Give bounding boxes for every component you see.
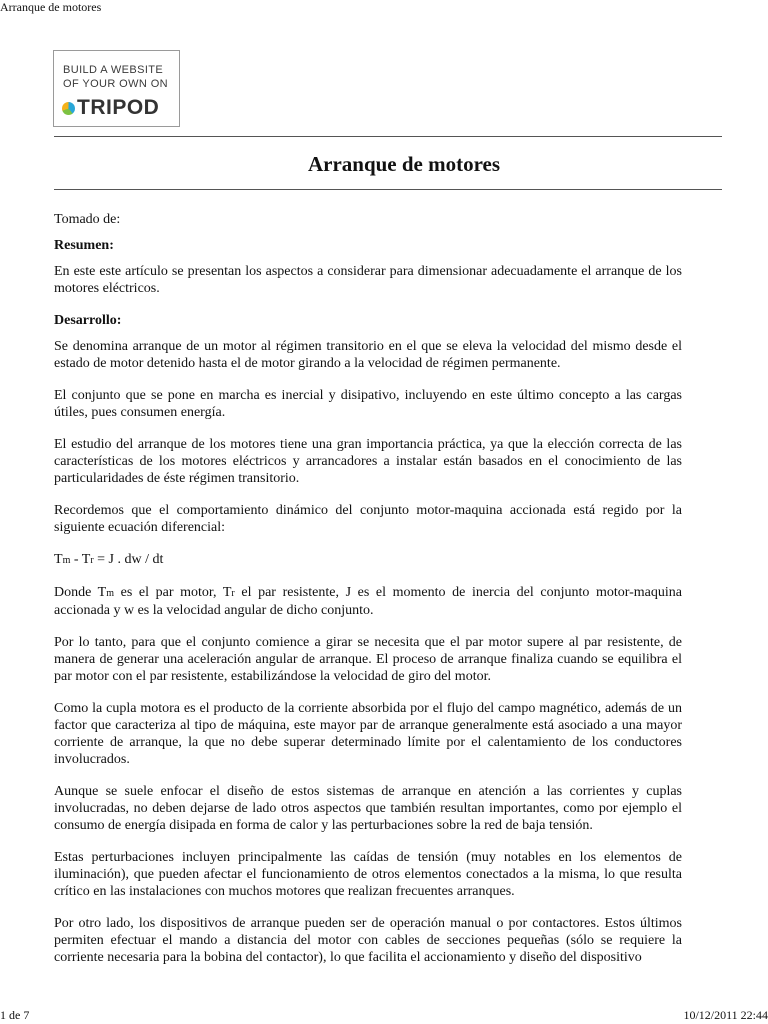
- source-label: Tomado de:: [54, 212, 121, 227]
- print-header-title: Arranque de motores: [0, 0, 102, 14]
- summary-heading: [54, 237, 682, 254]
- paragraph: Estas perturbaciones incluyen principalmente las caídas de tensión (muy notables en los elementos de iluminación), que pueden afectar el funcionamiento de otros elementos conectados a la misma, lo que resulta crítico en las instalaciones con muchos motores que realizan frecuentes arranques.: [54, 850, 682, 899]
- page-number: 1 de 7: [0, 1008, 30, 1022]
- title-top-rule: [54, 136, 722, 137]
- paragraph: El estudio del arranque de los motores tiene una gran importancia práctica, ya que la elección correcta de las características de los motores eléctricos y arrancadores a instalar están basados en el conocimiento de las particularidades de éste régimen transitorio.: [54, 437, 682, 486]
- development-heading-text: Desarrollo:: [54, 313, 122, 328]
- paragraph: Recordemos que el comportamiento dinámico del conjunto motor-maquina accionada está regido por la siguiente ecuación diferencial:: [54, 503, 682, 535]
- paragraph: Como la cupla motora es el producto de la corriente absorbida por el flujo del campo magnético, además de un factor que caracteriza al tipo de máquina, este mayor par de arranque generalmente está asociado a una mayor corriente de arranque, la que no debe superar determinado límite por el calentamiento de los conductores involucrados.: [54, 701, 682, 767]
- equation-subscript: r: [90, 555, 94, 566]
- equation-part: = J . dw / dt: [93, 552, 164, 567]
- article-body: [54, 211, 682, 981]
- paragraph: Se denomina arranque de un motor al régimen transitorio en el que se eleva la velocidad del mismo desde el estado de motor detenido hasta el de motor girando a la velocidad de régimen permanente.: [54, 339, 682, 371]
- tripod-logo: [62, 96, 159, 120]
- equation-part: - T: [70, 552, 91, 567]
- explain-part: Donde T: [54, 585, 107, 600]
- paragraph: Aunque se suele enfocar el diseño de estos sistemas de arranque en atención a las corrientes y cuplas involucradas, no deben dejarse de lado otros aspectos que también resultan importantes, como por ejemplo el consumo de energía disipada en forma de calor y las perturbaciones sobre la red de baja tensión.: [54, 784, 682, 833]
- print-datetime: 10/12/2011 22:44: [683, 1008, 768, 1022]
- paragraph: Por otro lado, los dispositivos de arranque pueden ser de operación manual o por contactores. Estos últimos permiten efectuar el mando a distancia del motor con cables de secciones pequeñas (sólo se requiere la corriente necesaria para la bobina del contactor), lo que facilita el accionamiento y diseño del dispositivo: [54, 916, 682, 965]
- tripod-brand: TRIPOD: [77, 96, 160, 119]
- explain-subscript: r: [231, 588, 235, 599]
- equation: [54, 551, 682, 569]
- equation-explanation: [54, 584, 682, 619]
- paragraph: El conjunto que se pone en marcha es inercial y disipativo, incluyendo en este último concepto a las cargas útiles, pues consumen energía.: [54, 388, 682, 420]
- banner-line-2: OF YOUR OWN ON: [63, 78, 169, 90]
- tripod-banner-ad[interactable]: [53, 50, 180, 127]
- summary-heading-text: Resumen:: [54, 238, 114, 253]
- explain-subscript: m: [106, 588, 115, 599]
- summary-paragraph: En este este artículo se presentan los aspectos a considerar para dimensionar adecuadamente el arranque de los motores eléctricos.: [54, 264, 682, 296]
- explain-part: el par resistente, J es el momento de inercia del conjunto motor-maquina accionada y w es la velocidad angular de dicho conjunto.: [54, 585, 682, 618]
- paragraph: Por lo tanto, para que el conjunto comience a girar se necesita que el par motor supere al par resistente, de manera de generar una aceleración angular de arranque. El proceso de arranque finaliza cuando se equilibra el par motor con el par resistente, estabilizándose la velocidad de giro del motor.: [54, 635, 682, 684]
- title-bottom-rule: [54, 189, 722, 190]
- tripod-mark-icon: [62, 102, 75, 115]
- equation-part: T: [54, 552, 63, 567]
- explain-part: es el par motor, T: [114, 585, 232, 600]
- development-heading: [54, 312, 682, 329]
- article-title: Arranque de motores: [307, 152, 501, 176]
- equation-subscript: m: [62, 555, 71, 566]
- banner-line-1: BUILD A WEBSITE: [63, 64, 164, 76]
